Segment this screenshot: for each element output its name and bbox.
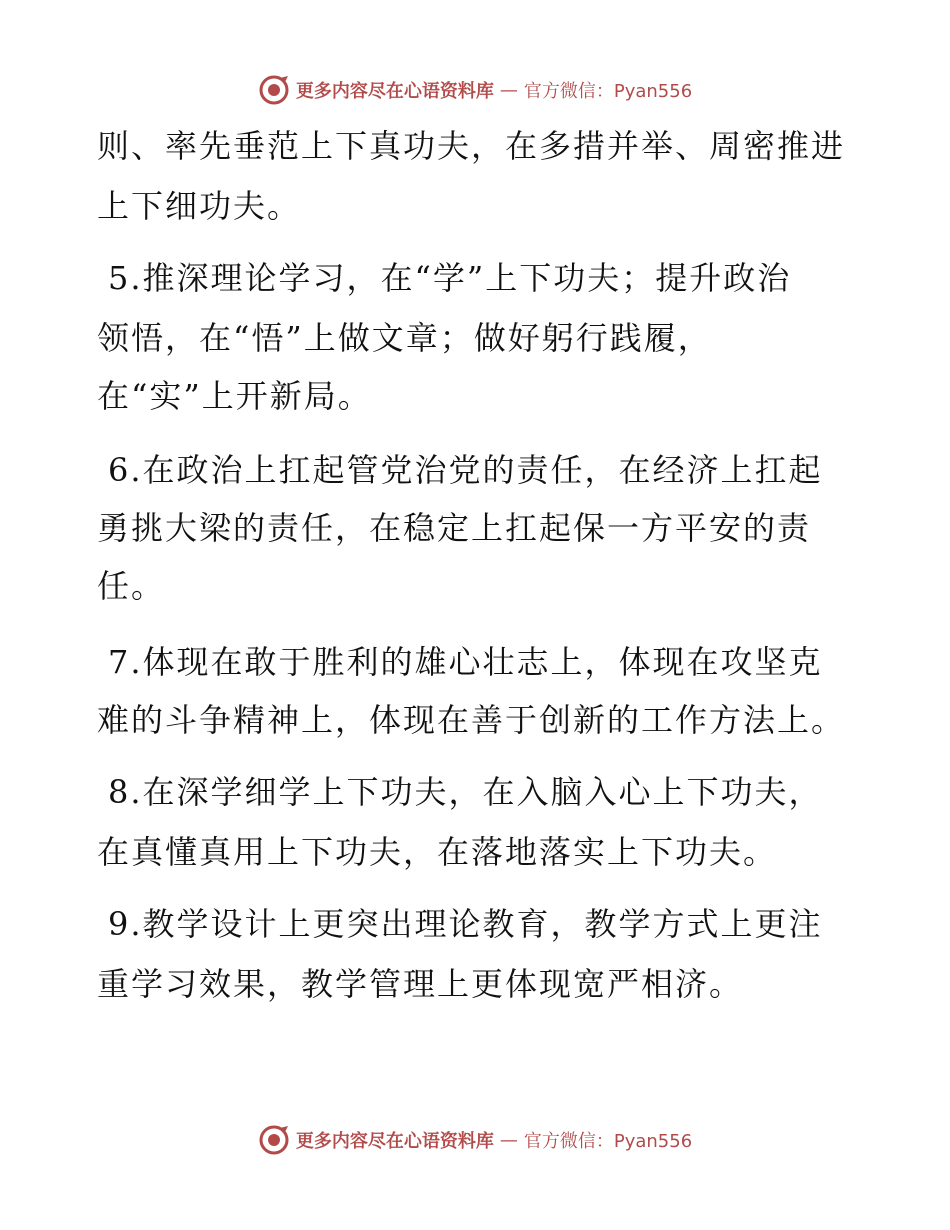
banner-wechat: 官方微信：Pyan556	[523, 1131, 693, 1152]
body-line: 6.在政治上扛起管党治党的责任，在经济上扛起	[108, 451, 823, 489]
banner-dash: —	[499, 1129, 518, 1151]
footer-banner	[0, 1120, 950, 1160]
body-line: 勇挑大梁的责任，在稳定上扛起保一方平安的责	[97, 509, 812, 547]
header-banner	[0, 70, 950, 110]
body-line: 领悟，在“悟”上做文章；做好躬行践履，	[97, 319, 712, 357]
body-line: 难的斗争精神上，体现在善于创新的工作方法上。	[97, 701, 846, 739]
body-line: 任。	[97, 567, 166, 605]
body-line: 7.体现在敢于胜利的雄心壮志上，体现在攻坚克	[108, 643, 823, 681]
banner-wechat: 官方微信：Pyan556	[523, 81, 693, 102]
body-line: 5.推深理论学习，在“学”上下功夫；提升政治	[108, 259, 792, 297]
body-line: 8.在深学细学上下功夫，在入脑入心上下功夫，	[108, 773, 823, 811]
body-line: 在真懂真用上下功夫，在落地落实上下功夫。	[97, 833, 778, 871]
body-line: 则、率先垂范上下真功夫，在多措并举、周密推进	[97, 127, 846, 165]
banner-text: 更多内容尽在心语资料库	[295, 81, 494, 102]
banner-text: 更多内容尽在心语资料库	[295, 1131, 494, 1152]
body-line: 上下细功夫。	[97, 187, 302, 225]
body-line: 9.教学设计上更突出理论教育，教学方式上更注	[108, 905, 823, 943]
banner-dash: —	[499, 79, 518, 101]
quill-pen-logo-icon	[258, 1124, 290, 1156]
body-line: 重学习效果，教学管理上更体现宽严相济。	[97, 965, 744, 1003]
quill-pen-logo-icon	[258, 74, 290, 106]
body-line: 在“实”上开新局。	[97, 377, 372, 415]
